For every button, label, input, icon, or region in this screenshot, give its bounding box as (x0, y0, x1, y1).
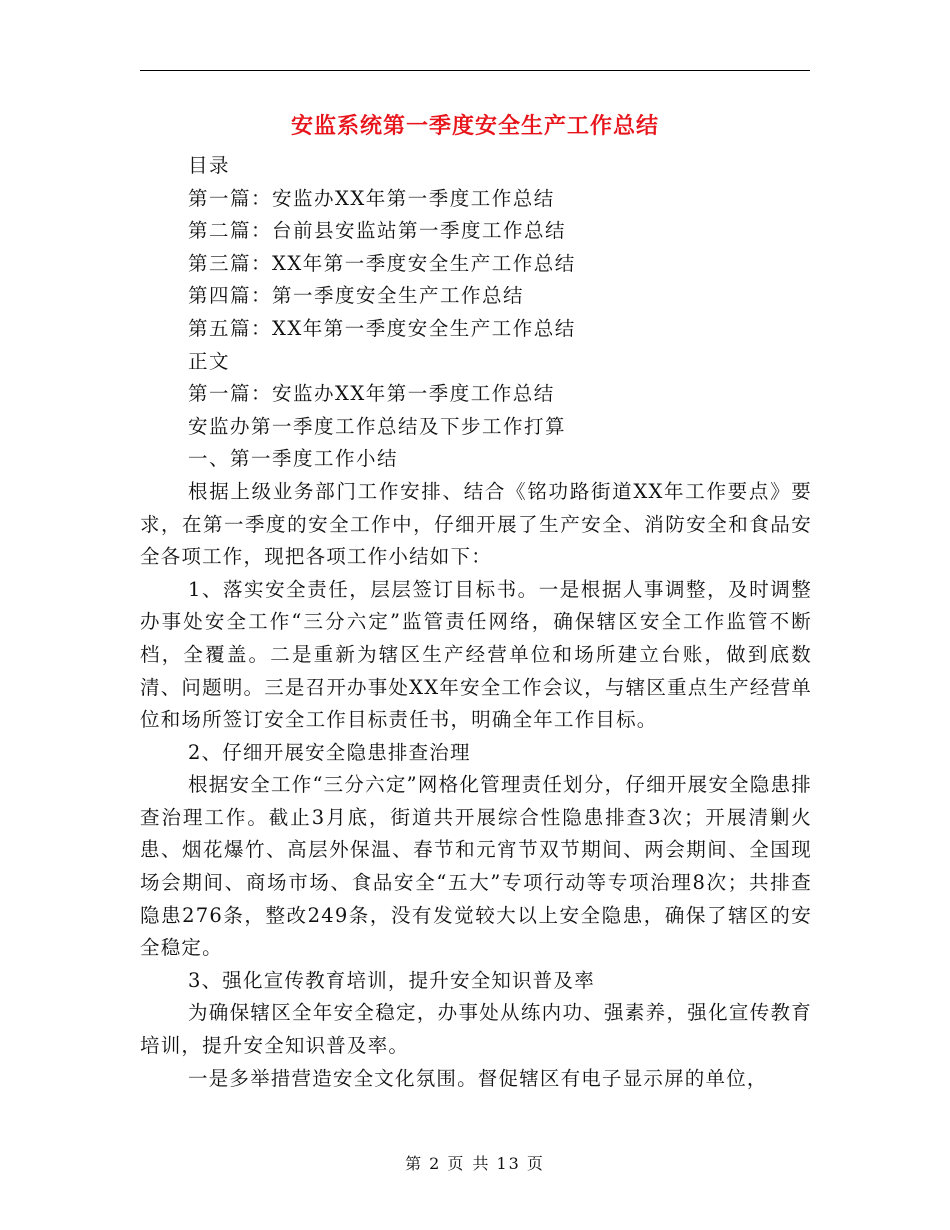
subsection-heading: 3、强化宣传教育培训，提升安全知识普及率 (188, 968, 595, 992)
document-title: 安监系统第一季度安全生产工作总结 (290, 113, 659, 139)
part-subtitle: 安监办第一季度工作总结及下步工作打算 (188, 414, 567, 438)
toc-item: 第三篇：XX年第一季度安全生产工作总结 (188, 251, 576, 275)
toc-heading: 目录 (188, 154, 231, 177)
paragraph: 一是多举措营造安全文化氛围。督促辖区有电子显示屏的单位， (188, 1066, 768, 1090)
toc-item: 第四篇：第一季度安全生产工作总结 (188, 284, 525, 308)
current-page-number: 2 (429, 1154, 442, 1173)
paragraph: 根据安全工作“三分六定”网格化管理责任划分，仔细开展安全隐患排查治理工作。截止3月底，街道共开展综合性隐患排查3次；开展清剿火患、烟花爆竹、高层外保温、春节和元宵节双节期间、两会期间、全国现场会期间、商场市场、食品安全“五大”专项行动等专项治理8次；共排查隐患276条，整改249条，没有发觉较大以上安全隐患，确保了辖区的安全稳定。 (140, 773, 812, 960)
total-pages-number: 13 (496, 1154, 521, 1173)
part-title: 第一篇：安监办XX年第一季度工作总结 (188, 382, 555, 406)
paragraph: 为确保辖区全年安全稳定，办事处从练内功、强素养，强化宣传教育培训，提升安全知识普及率。 (140, 1001, 812, 1058)
toc-item: 第二篇：台前县安监站第一季度工作总结 (188, 219, 567, 243)
toc-item: 第五篇：XX年第一季度安全生产工作总结 (188, 316, 576, 340)
document-body (140, 150, 812, 1095)
paragraph: 根据上级业务部门工作安排、结合《铭功路街道XX年工作要点》要求，在第一季度的安全工作中，仔细开展了生产安全、消防安全和食品安全各项工作，现把各项工作小结如下： (140, 479, 812, 569)
toc-item: 第一篇：安监办XX年第一季度工作总结 (188, 186, 555, 210)
header-rule (140, 70, 810, 71)
footer-mid: 页 共 (447, 1154, 491, 1173)
section-heading: 一、第一季度工作小结 (188, 447, 399, 471)
footer-prefix: 第 (405, 1154, 424, 1173)
footer-suffix: 页 (526, 1154, 545, 1173)
subsection-heading: 2、仔细开展安全隐患排查治理 (188, 740, 471, 764)
body-heading: 正文 (188, 349, 231, 373)
paragraph: 1、落实安全责任，层层签订目标书。一是根据人事调整，及时调整办事处安全工作“三分六定”监管责任网络，确保辖区安全工作监管不断档，全覆盖。二是重新为辖区生产经营单位和场所建立台账，做到底数清、问题明。三是召开办事处XX年安全工作会议，与辖区重点生产经营单位和场所签订安全工作目标责任书，明确全年工作目标。 (140, 577, 812, 732)
page-footer (0, 1152, 950, 1176)
